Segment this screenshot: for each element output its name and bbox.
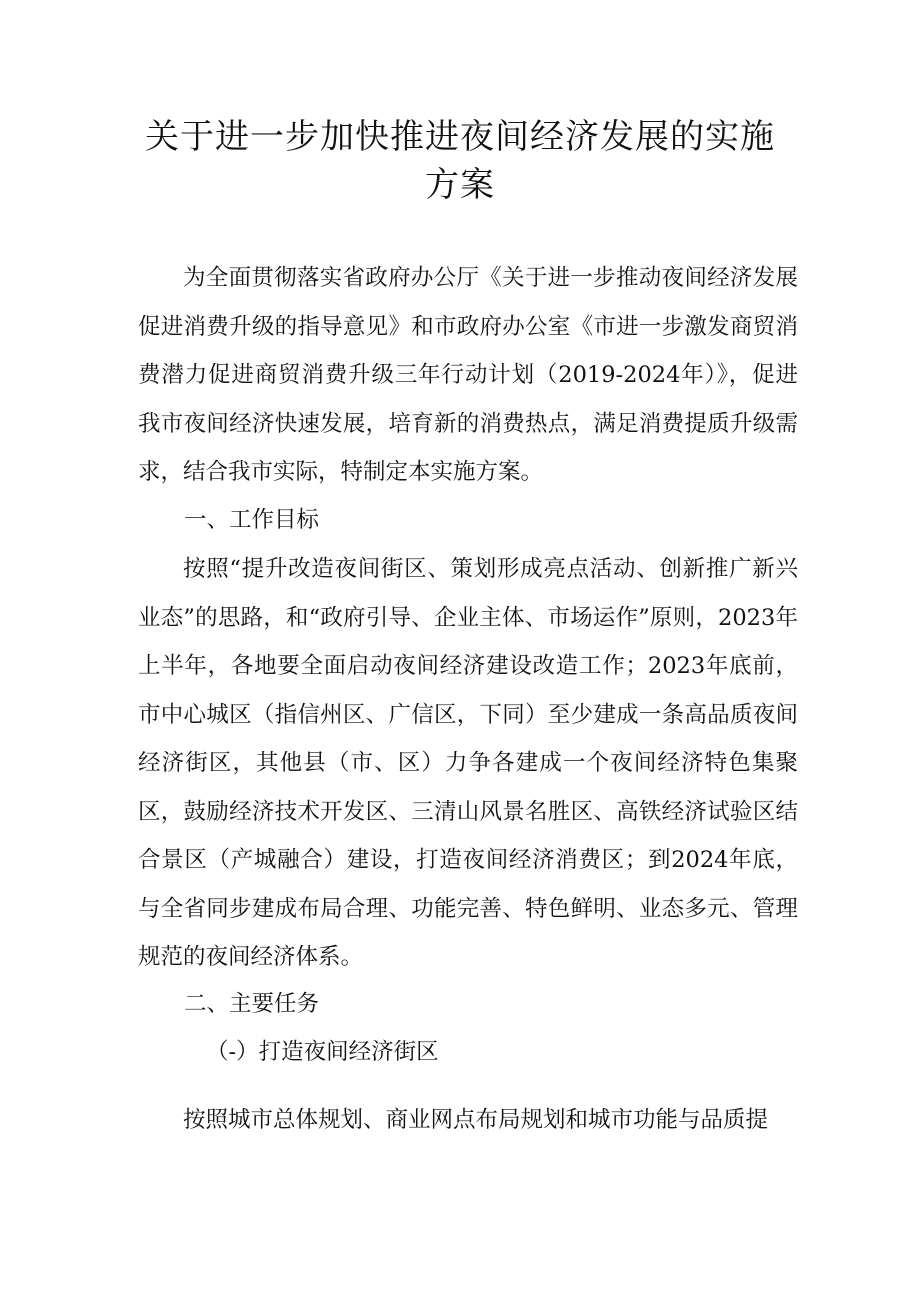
work-goals-paragraph: 按照“提升改造夜间街区、策划形成亮点活动、创新推广新兴业态”的思路，和“政府引导、企业主体、市场运作”原则，2023年上半年，各地要全面启动夜间经济建设改造工作；2023年底前，市中心城区（指信州区、广信区，下同）至少建成一条高品质夜间经济街区，其他县（市、区）力争各建成一个夜间经济特色集聚区，鼓励经济技术开发区、三清山风景名胜区、高铁经济试验区结合景区（产城融合）建设，打造夜间经济消费区；到2024年底，与全省同步建成布局合理、功能完善、特色鲜明、业态多元、管理规范的夜间经济体系。 <box>138 556 798 970</box>
night-economy-street-paragraph: 按照城市总体规划、商业网点布局规划和城市功能与品质提 <box>183 1107 769 1133</box>
subsection-heading-night-economy-street: （-）打造夜间经济街区 <box>206 1039 439 1065</box>
document-title-line-1: 关于进一步加快推进夜间经济发展的实施 <box>145 117 775 157</box>
section-heading-main-tasks: 二、主要任务 <box>184 991 320 1017</box>
intro-paragraph: 为全面贯彻落实省政府办公厅《关于进一步推动夜间经济发展促进消费升级的指导意见》和市政府办公室《市进一步激发商贸消费潜力促进商贸消费升级三年行动计划（2019-2024年）》，促进我市夜间经济快速发展，培育新的消费热点，满足消费提质升级需求，结合我市实际，特制定本实施方案。 <box>138 265 798 485</box>
section-heading-work-goals: 一、工作目标 <box>184 507 320 533</box>
document-title-line-2: 方案 <box>425 165 495 205</box>
